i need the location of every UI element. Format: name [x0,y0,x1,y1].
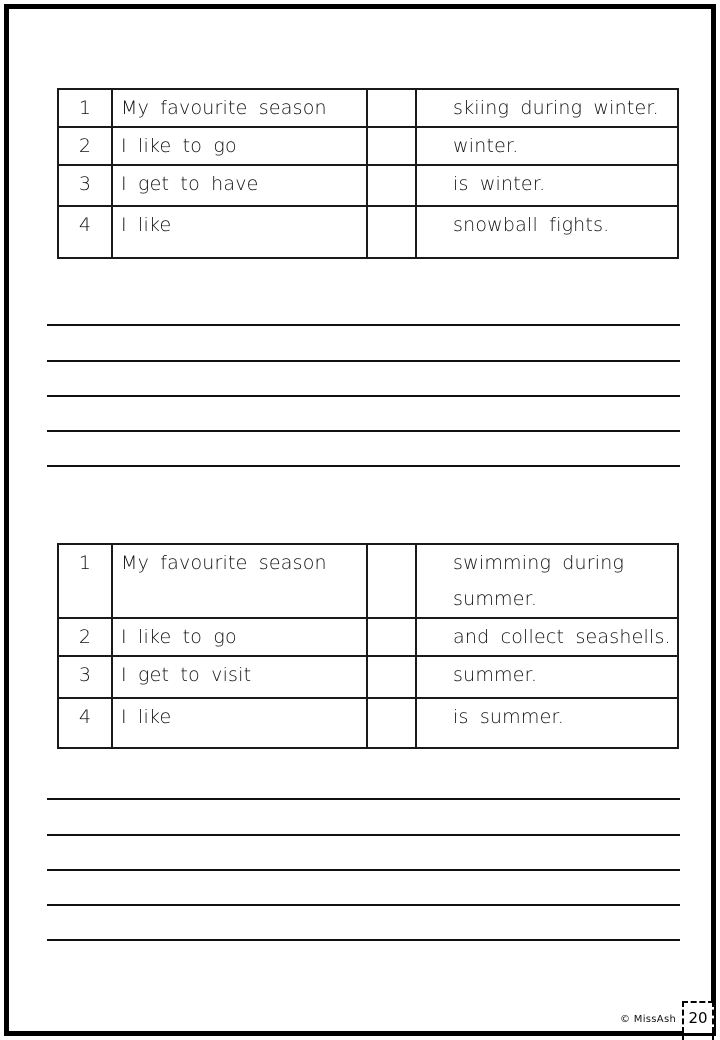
writing-line[interactable] [47,939,680,941]
sentence-start: I get to visit [112,656,367,698]
sentence-start: I like to go [112,127,367,165]
answer-box[interactable] [367,544,416,618]
sentence-start: My favourite season [112,544,367,618]
sentence-end: skiing during winter. [416,89,678,127]
sentence-end: winter. [416,127,678,165]
matching-table-winter [57,88,679,259]
answer-box[interactable] [367,656,416,698]
sentence-end [416,544,678,618]
sentence-end: is summer. [416,698,678,748]
copyright-text: © MissAsh [620,1014,677,1025]
answer-box[interactable] [367,618,416,656]
answer-box[interactable] [367,165,416,206]
table-row [58,698,678,748]
sentence-start: I get to have [112,165,367,206]
table-row [58,206,678,258]
page-number: 20 [682,1001,714,1033]
row-number: 2 [58,618,112,656]
table-row [58,165,678,206]
sentence-end: is winter. [416,165,678,206]
writing-line[interactable] [47,465,680,467]
answer-box[interactable] [367,698,416,748]
table-row [58,127,678,165]
matching-table-summer [57,543,679,749]
row-number: 4 [58,698,112,748]
writing-line[interactable] [47,904,680,906]
table-row [58,618,678,656]
row-number: 1 [58,89,112,127]
row-number: 3 [58,165,112,206]
row-number: 3 [58,656,112,698]
row-number: 1 [58,544,112,618]
sentence-end: and collect seashells. [416,618,678,656]
answer-box[interactable] [367,89,416,127]
sentence-end: summer. [416,656,678,698]
sentence-start: I like [112,206,367,258]
writing-line[interactable] [47,869,680,871]
row-number: 4 [58,206,112,258]
page-number-box-tail [682,1031,714,1040]
table-row [58,544,678,618]
writing-line[interactable] [47,324,680,326]
table-row [58,89,678,127]
row-number: 2 [58,127,112,165]
answer-box[interactable] [367,127,416,165]
writing-line[interactable] [47,360,680,362]
sentence-start: My favourite season [112,89,367,127]
sentence-end: snowball fights. [416,206,678,258]
writing-line[interactable] [47,430,680,432]
table-row [58,656,678,698]
sentence-start: I like [112,698,367,748]
sentence-end-text: swimming during summer. [453,552,625,610]
writing-line[interactable] [47,395,680,397]
answer-box[interactable] [367,206,416,258]
sentence-start: I like to go [112,618,367,656]
writing-line[interactable] [47,798,680,800]
writing-line[interactable] [47,834,680,836]
